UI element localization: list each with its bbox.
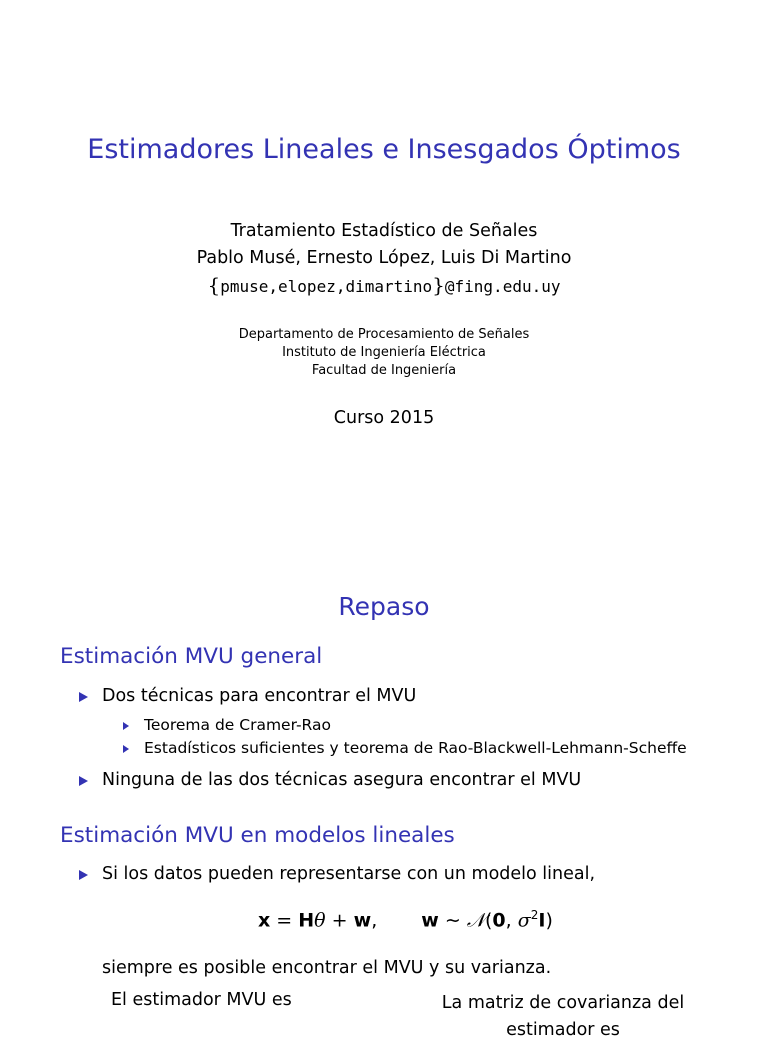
eq-squared: 2 — [530, 908, 539, 922]
block-title-linear: Estimación MVU en modelos lineales — [60, 823, 455, 848]
list-item-text: Dos técnicas para encontrar el MVU — [102, 686, 417, 706]
eq-close: ) — [545, 909, 553, 932]
brace-open: { — [207, 273, 221, 297]
sub-list-item-text: Teorema de Cramer-Rao — [144, 716, 331, 734]
email-users: pmuse,elopez,dimartino — [220, 277, 433, 296]
bullet-triangle-icon — [79, 776, 88, 786]
presentation-title: Estimadores Lineales e Insesgados Óptimos — [87, 134, 681, 165]
right-column-line: estimador es — [506, 1020, 620, 1040]
course-subtitle: Tratamiento Estadístico de Señales — [230, 221, 538, 241]
left-column-text: El estimador MVU es — [111, 990, 292, 1010]
eq-sep: , — [505, 909, 518, 932]
right-column-text — [438, 990, 688, 1044]
follow-text: siempre es posible encontrar el MVU y su varianza. — [102, 958, 552, 978]
eq-w: w — [353, 909, 372, 932]
course-year: Curso 2015 — [333, 408, 435, 428]
eq-sim: ∼ — [438, 909, 467, 932]
eq-theta: θ — [314, 909, 326, 932]
eq-w2: w — [421, 909, 439, 932]
list-item-text: Si los datos pueden representarse con un modelo lineal, — [102, 864, 596, 884]
bullet-triangle-icon — [79, 692, 88, 702]
eq-zero: 0 — [492, 909, 506, 932]
affiliation — [0, 326, 768, 380]
bullet-triangle-icon — [79, 870, 88, 880]
title-slide — [0, 0, 768, 520]
linear-model-equation — [258, 908, 553, 931]
eq-I: I — [538, 909, 546, 932]
brace-close: } — [432, 273, 445, 297]
review-slide — [0, 520, 768, 1040]
eq-equals: = — [270, 909, 299, 932]
bullet-triangle-icon — [123, 745, 129, 753]
eq-x: x — [258, 909, 271, 932]
author-emails — [0, 272, 768, 300]
department: Departamento de Procesamiento de Señales — [238, 327, 530, 342]
eq-H: H — [298, 909, 315, 932]
eq-comma: , — [371, 909, 378, 932]
bullet-triangle-icon — [123, 722, 129, 730]
eq-plus: + — [325, 909, 354, 932]
eq-sigma: σ — [517, 909, 531, 932]
institute: Instituto de Ingeniería Eléctrica — [282, 345, 486, 360]
faculty: Facultad de Ingeniería — [311, 363, 457, 378]
eq-normal: 𝒩 — [466, 909, 485, 932]
email-domain: @fing.edu.uy — [444, 277, 561, 296]
right-column-line: La matriz de covarianza del — [441, 993, 685, 1013]
block-title-general: Estimación MVU general — [60, 644, 323, 669]
sub-list-item-text: Estadísticos suficientes y teorema de Rao-Blackwell-Lehmann-Scheffe — [144, 739, 687, 757]
eq-open: ( — [485, 909, 493, 932]
authors: Pablo Musé, Ernesto López, Luis Di Martino — [196, 248, 572, 268]
list-item-text: Ninguna de las dos técnicas asegura encontrar el MVU — [102, 770, 582, 790]
slide-title: Repaso — [338, 592, 430, 621]
